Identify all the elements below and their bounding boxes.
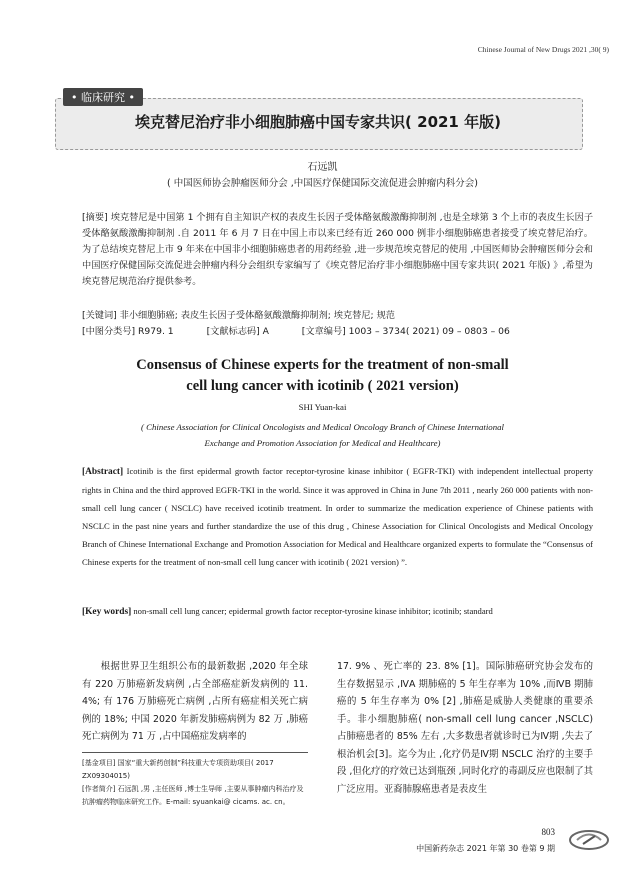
keywords-cn-label: [关键词] — [82, 310, 117, 321]
classification-cn — [82, 323, 612, 337]
abstract-cn — [82, 210, 593, 290]
keywords-cn — [82, 307, 395, 321]
footnotes — [82, 757, 308, 809]
author-cn: 石远凯 — [307, 162, 338, 173]
article-number: [文章编号] 1003 – 3734( 2021) 09 – 0803 – 06 — [301, 326, 510, 337]
abstract-cn-label: [摘要] — [82, 212, 108, 223]
keywords-en — [82, 602, 593, 621]
title-en-line2: cell lung cancer with icotinib ( 2021 version) — [186, 378, 459, 394]
keywords-en-text: non-small cell lung cancer; epidermal growth factor receptor-tyrosine kinase inhibitor; icotinib; standard — [133, 606, 493, 616]
body-text-left-column: 根据世界卫生组织公布的最新数据 ,2020 年全球有 220 万肺癌新发病例 ,占全部癌症新发病例的 11. 4%; 有 176 万肺癌死亡病例 ,占所有癌症相关死亡病例的 18%; 中国 2020 年新发肺癌病例为 82 万 ,肺癌死亡病例为 71 万 ,占中国癌症发病率的 — [82, 661, 308, 742]
article-title-cn: 埃克替尼治疗非小细胞肺癌中国专家共识( 2021 年版) — [135, 113, 501, 131]
affiliation-en — [60, 419, 585, 451]
footnote-author: [作者简介] 石远凯 ,男 ,主任医师 ,博士生导师 ,主要从事肿瘤内科治疗及抗肿瘤药物临床研究工作。E-mail: syuankai@ cicams. ac. cn。 — [82, 785, 304, 806]
abstract-en — [82, 462, 593, 571]
affiliation-cn: ( 中国医师协会肿瘤医师分会 ,中国医疗保健国际交流促进会肿瘤内科分会) — [167, 178, 478, 189]
article-title-en — [60, 355, 585, 397]
footnote-fund: [基金项目] 国家“重大新药创制”科技重大专项资助项目( 2017 ZX09304015) — [82, 759, 274, 780]
keywords-en-label: [Key words] — [82, 607, 132, 617]
affiliation-en-line1: ( Chinese Association for Clinical Oncologists and Medical Oncology Branch of Chinese International — [141, 422, 504, 432]
clc-number: [中图分类号] R979. 1 — [82, 326, 174, 337]
page-number: 803 — [541, 827, 555, 837]
title-en-line1: Consensus of Chinese experts for the treatment of non-small — [136, 357, 509, 373]
document-code: [文献标志码] A — [206, 326, 269, 337]
affiliation-en-line2: Exchange and Promotion Association for Medical and Healthcare) — [204, 438, 441, 448]
author-en: SHI Yuan-kai — [298, 402, 347, 412]
abstract-cn-text: 埃克替尼是中国第 1 个拥有自主知识产权的表皮生长因子受体酪氨酸激酶抑制剂 ,也是全球第 3 个上市的表皮生长因子受体酪氨酸激酶抑制剂 .自 2011 年 6 月 7 日在中国上市以来已经有近 260 000 例非小细胞肺癌患者接受了埃克替尼治疗。为了总结埃克替尼上市 9 年来在中国非小细胞肺癌患者的用药经验 ,进一步规范埃克替尼的使用 ,中国医师协会肿瘤医师分会和中国医疗保健国际交流促进会肿瘤内科分会组织专家编写了《埃克替尼治疗非小细胞肺癌中国专家共识( 2021 年版) 》,希望为埃克替尼规范治疗提供参考。 — [82, 212, 594, 287]
journal-footer: 中国新药杂志 2021 年第 30 卷第 9 期 — [416, 844, 555, 853]
column-tag: • 临床研究 • — [63, 88, 143, 106]
body-text-right-column: 17. 9% 、死亡率的 23. 8% [1]。国际肺癌研究协会发布的生存数据显示 ,ⅣA 期肺癌的 5 年生存率为 10% ,而ⅣB 期肺癌的 5 年生存率为 0% [2] ,肺癌是威胁人类健康的重要杀手。非小细胞肺癌( non-small cell lung cancer ,NSCLC) 占肺癌患者的 85% 左右 ,大多数患者就诊时已为Ⅳ期 ,失去了根治机会[3]。迄今为止 ,化疗仍是Ⅳ期 NSCLC 治疗的主要手段 ,但化疗的疗效已达到瓶颈 ,同时化疗的毒副反应也限制了其广泛应用。亚裔肺腺癌患者是表皮生 — [337, 661, 593, 795]
journal-logo-icon — [567, 827, 611, 853]
keywords-cn-text: 非小细胞肺癌; 表皮生长因子受体酪氨酸激酶抑制剂; 埃克替尼; 规范 — [119, 310, 395, 321]
journal-running-header: Chinese Journal of New Drugs 2021 ,30( 9) — [477, 45, 609, 54]
abstract-en-text: Icotinib is the first epidermal growth factor receptor-tyrosine kinase inhibitor ( EGFR-TKI) with independent intellectual property rights in China and the third approved EGFR-TKI in the world. Since it was approved in China in June 7th 2011 , nearly 260 000 patients with non-small cell lung cancer ( NSCLC) have received icotinib treatment. In order to summarize the medication experience of Chinese patients with NSCLC in the past nine years and further standardize the use of this drug , Chinese Association for Clinical Oncologists and Medical Oncology Branch of Chinese International Exchange and Promotion Association for Medical and Healthcare organized experts to formulate the “Consensus of Chinese experts for the treatment of non-small cell lung cancer with icotinib ( 2021 version) ”. — [82, 466, 593, 567]
footnote-divider — [82, 752, 308, 753]
abstract-en-label: [Abstract] — [82, 467, 124, 477]
